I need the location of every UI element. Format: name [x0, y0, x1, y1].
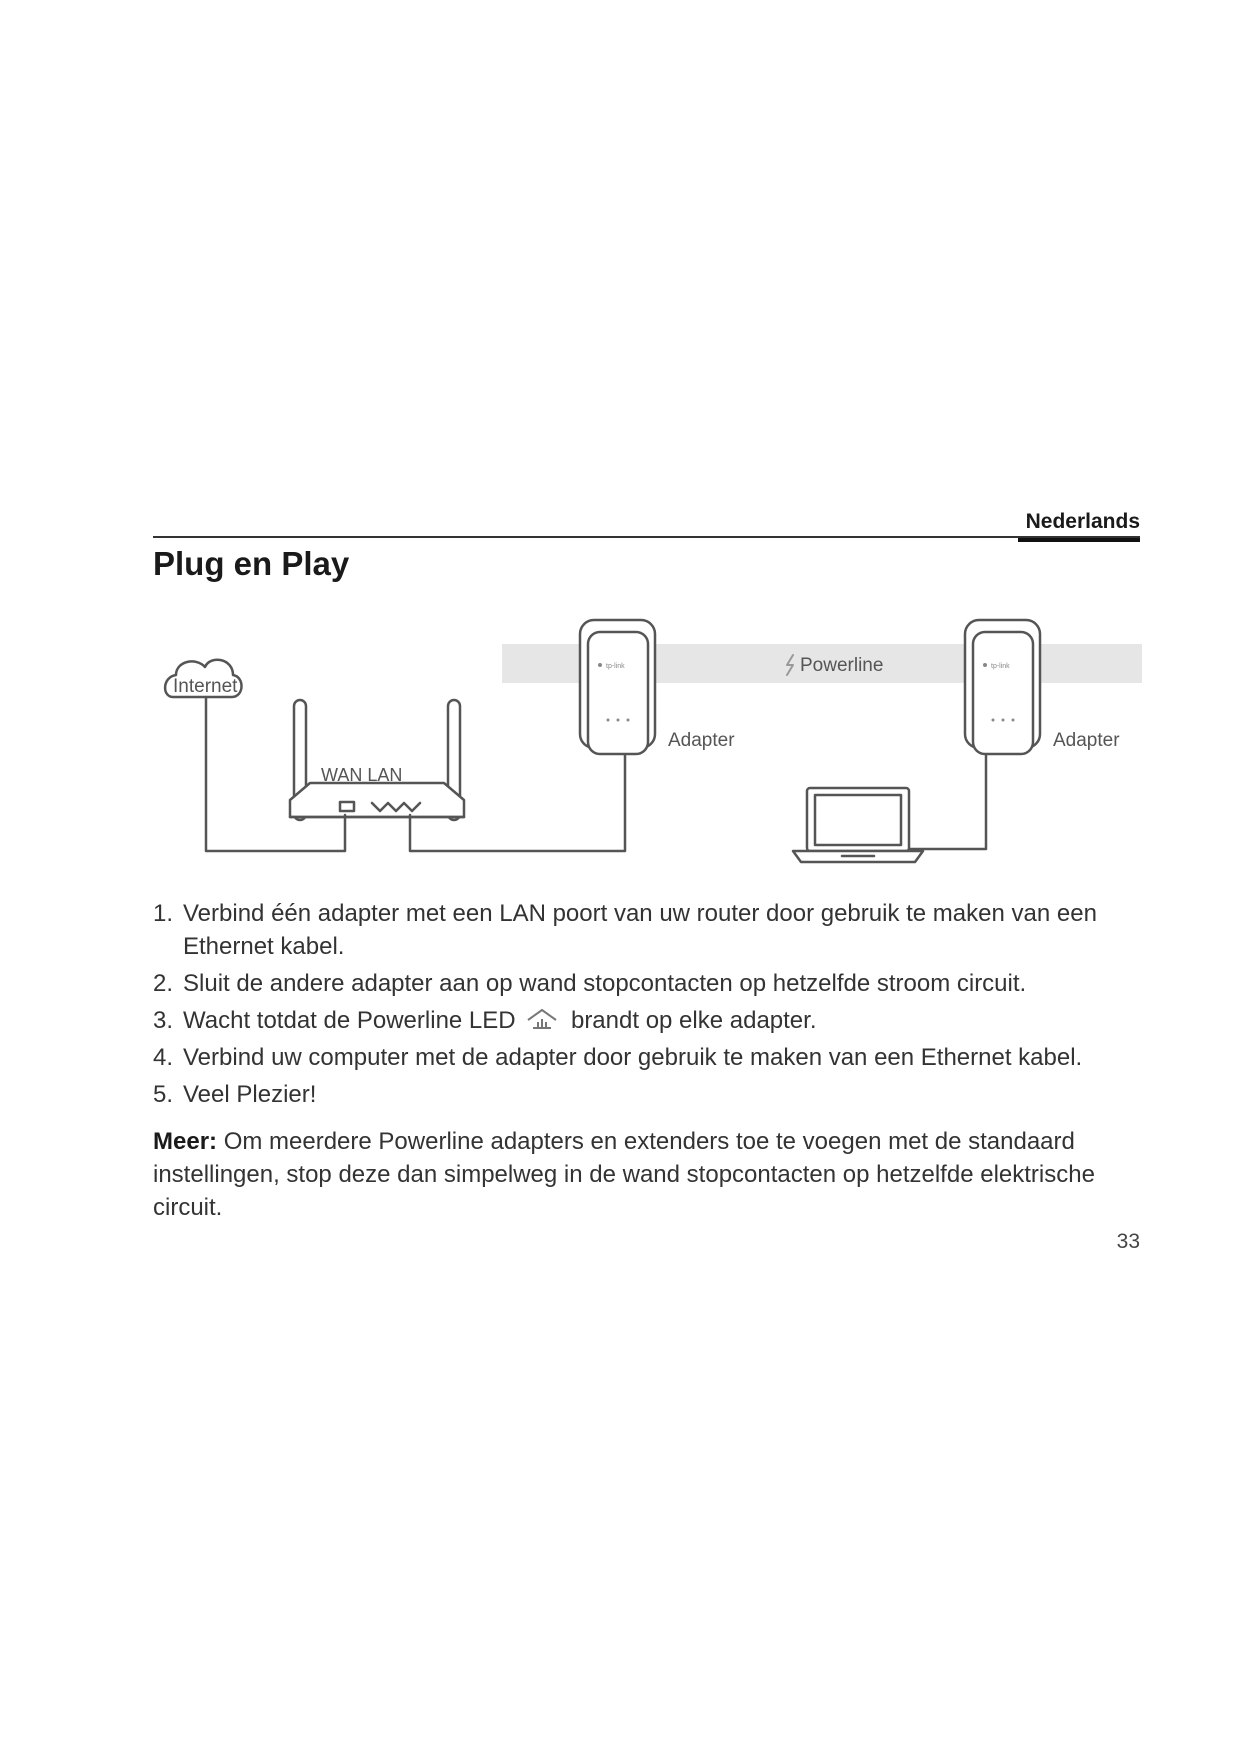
instruction-list: [153, 897, 1143, 1115]
step-text: Verbind uw computer met de adapter door gebruik te maken van een Ethernet kabel.: [183, 1044, 1083, 1071]
laptop-icon: [793, 788, 923, 862]
list-item: [153, 897, 1143, 963]
adapter-1-label: Adapter: [668, 730, 735, 751]
more-info-label: Meer:: [153, 1128, 218, 1155]
more-info-text: Om meerdere Powerline adapters en extenders toe te voegen met de standaard instellingen, stop deze dan simpelweg in de wand stopcontacten op hetzelfde elektrische circuit.: [153, 1128, 1095, 1221]
network-diagram: [150, 605, 1145, 890]
house-led-icon: [526, 1008, 558, 1032]
page-number: 33: [1116, 1230, 1140, 1253]
list-item: [153, 1078, 1143, 1111]
adapter-1-brand: tp-link: [606, 663, 625, 670]
step-text: brandt op elke adapter.: [570, 1007, 817, 1034]
step-text: Verbind één adapter met een LAN poort van uw router door gebruik te maken van een Ethernet kabel.: [183, 900, 1097, 960]
step-number: 5.: [153, 1081, 174, 1108]
step-text: Sluit de andere adapter aan op wand stopcontacten op hetzelfde stroom circuit.: [183, 970, 1027, 997]
list-item: [153, 1041, 1143, 1074]
router-ports-label: WAN LAN: [321, 765, 403, 785]
section-title: Plug en Play: [153, 545, 350, 582]
header-rule: [153, 536, 1140, 538]
step-number: 4.: [153, 1044, 174, 1071]
step-text: Veel Plezier!: [183, 1081, 317, 1108]
step-number: 3.: [153, 1007, 174, 1034]
internet-label: Internet: [173, 676, 238, 697]
list-item: [153, 1004, 1143, 1037]
list-item: [153, 967, 1143, 1000]
step-number: 2.: [153, 970, 174, 997]
step-number: 1.: [153, 900, 174, 927]
adapter-2-label: Adapter: [1053, 730, 1120, 751]
adapter-1-icon: [580, 620, 655, 754]
powerline-label: Powerline: [800, 655, 884, 676]
language-label: Nederlands: [1025, 510, 1140, 533]
step-text: Wacht totdat de Powerline LED: [183, 1007, 516, 1034]
adapter-2-icon: [965, 620, 1040, 754]
router-icon: [290, 700, 464, 820]
more-info-paragraph: [153, 1125, 1143, 1224]
adapter-2-brand: tp-link: [991, 663, 1010, 670]
